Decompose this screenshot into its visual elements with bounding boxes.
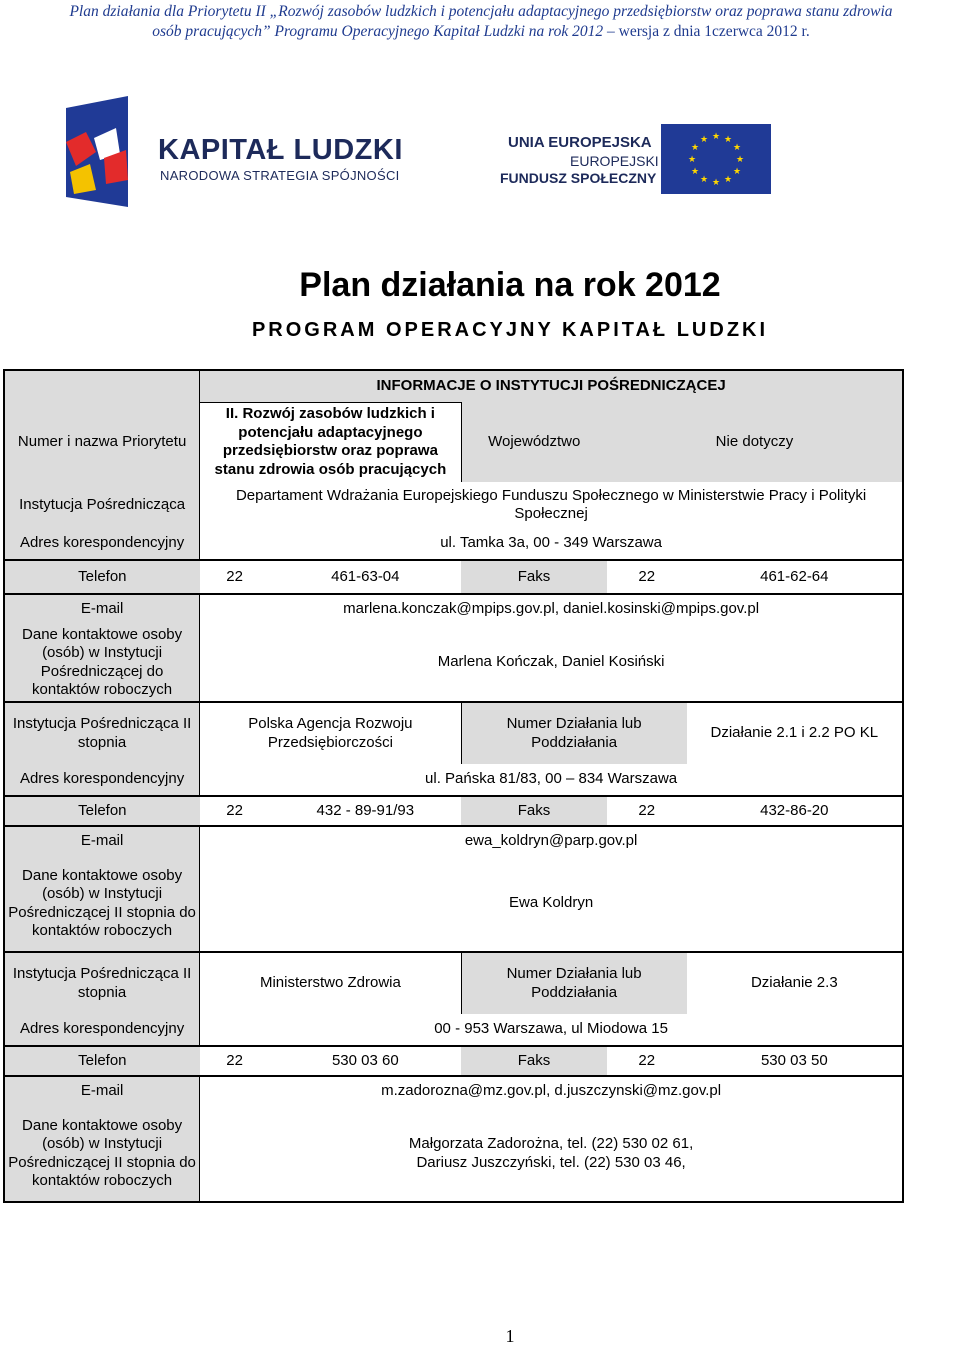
ip3-phone-label: Telefon [4, 1046, 200, 1076]
header-line-1: Plan działania dla Priorytetu II „Rozwój zasobów ludzkich i potencjału adaptacyjnego przedsiębiorstw oraz poprawa stanu zdrowia [69, 3, 893, 20]
institution-table [3, 369, 904, 1203]
ue-line-3: FUNDUSZ SPOŁECZNY [500, 170, 657, 186]
ip2-fax-code: 22 [638, 801, 656, 819]
header-version: wersja z dnia 1czerwca 2012 r. [618, 23, 810, 40]
svg-text:★: ★ [723, 175, 733, 185]
ip2-address-value: ul. Pańska 81/83, 00 – 834 Warszawa [200, 764, 903, 796]
ue-line-1: UNIA EUROPEJSKA [508, 134, 652, 151]
ip2-address-label: Adres korespondencyjny [4, 764, 200, 796]
page-title: Plan działania na rok 2012 [299, 266, 721, 304]
ip2-action-label: Numer Działania lub Poddziałania [461, 702, 687, 764]
ip3-phone-value: 530 03 60 [331, 1051, 399, 1069]
kl-title: KAPITAŁ LUDZKI [158, 134, 403, 166]
svg-text:★: ★ [711, 132, 721, 142]
ip2-institution-value: Polska Agencja Rozwoju Przedsiębiorczości [200, 702, 461, 764]
email-label: E-mail [4, 594, 200, 624]
eu-flag-icon [661, 124, 771, 194]
fax-code: 22 [638, 567, 656, 585]
ip3-email-value: m.zadorozna@mz.gov.pl, d.juszczynski@mz.gov.pl [200, 1076, 903, 1106]
svg-text:★: ★ [732, 167, 742, 177]
fax-label: Faks [461, 560, 607, 594]
kl-subtitle: NARODOWA STRATEGIA SPÓJNOŚCI [160, 168, 400, 183]
kapital-ludzki-logo-icon [60, 94, 140, 209]
ip2-phone-value: 432 - 89-91/93 [316, 801, 415, 819]
svg-text:★: ★ [732, 143, 742, 153]
institution-value: Departament Wdrażania Europejskiego Funduszu Społecznego w Ministerstwie Pracy i Polityki Społecznej [200, 482, 903, 528]
ip3-institution-value: Ministerstwo Zdrowia [200, 952, 461, 1014]
ip3-address-value: 00 - 953 Warszawa, ul Miodowa 15 [200, 1014, 903, 1046]
page-subtitle: PROGRAM OPERACYJNY KAPITAŁ LUDZKI [251, 319, 769, 341]
svg-text:★: ★ [735, 155, 745, 165]
ip2-institution-label: Instytucja Pośrednicząca II stopnia [4, 702, 200, 764]
institution-label: Instytucja Pośrednicząca [4, 482, 200, 528]
voivodeship-value: Nie dotyczy [607, 402, 903, 482]
ip2-email-label: E-mail [4, 826, 200, 856]
ip3-action-value: Działanie 2.3 [750, 974, 838, 992]
ip3-contacts-value [200, 1106, 903, 1202]
svg-text:★: ★ [690, 167, 700, 177]
ip3-address-label: Adres korespondencyjny [4, 1014, 200, 1046]
ip2-fax-label: Faks [461, 796, 607, 826]
contacts-label: Dane kontaktowe osoby (osób) w Instytucji Pośredniczącej do kontaktów roboczych [4, 624, 200, 702]
phone-value: 461-63-04 [331, 567, 400, 585]
svg-text:★: ★ [690, 143, 700, 153]
svg-text:★: ★ [711, 178, 721, 188]
ip3-action-label: Numer Działania lub Poddziałania [461, 952, 687, 1014]
ip2-action-value: Działanie 2.1 i 2.2 PO KL [710, 724, 879, 742]
ip2-phone-code: 22 [226, 801, 243, 819]
ip2-fax-value: 432-86-20 [760, 801, 829, 819]
ip3-fax-label: Faks [461, 1046, 607, 1076]
ip3-institution-label: Instytucja Pośrednicząca II stopnia [4, 952, 200, 1014]
svg-text:★: ★ [699, 175, 709, 185]
phone-label: Telefon [4, 560, 200, 594]
phone-code: 22 [226, 567, 243, 585]
ip3-contact-line-2: Dariusz Juszczyński, tel. (22) 530 03 46, [416, 1153, 686, 1171]
ip3-fax-code: 22 [638, 1051, 656, 1069]
ip3-email-label: E-mail [4, 1076, 200, 1106]
fax-value: 461-62-64 [760, 567, 829, 585]
header-line-2-italic: osób pracujących” Programu Operacyjnego Kapitał Ludzki na rok 2012 – [152, 23, 615, 40]
svg-text:★: ★ [687, 155, 697, 165]
priority-label: Numer i nazwa Priorytetu [4, 402, 200, 482]
ip2-contacts-label: Dane kontaktowe osoby (osób) w Instytucji Pośredniczącej II stopnia do kontaktów roboczych [4, 856, 200, 952]
logo-strip [0, 90, 960, 220]
ip2-email-value: ewa_koldryn@parp.gov.pl [200, 826, 903, 856]
priority-value: II. Rozwój zasobów ludzkich i potencjału adaptacyjnego przedsiębiorstw oraz poprawa stanu zdrowia osób pracujących [200, 402, 461, 482]
ip2-phone-label: Telefon [4, 796, 200, 826]
voivodeship-label: Województwo [461, 402, 607, 482]
svg-text:★: ★ [699, 135, 709, 145]
contacts-value: Marlena Kończak, Daniel Kosiński [200, 624, 903, 702]
ip3-phone-code: 22 [226, 1051, 243, 1069]
ue-line-2: EUROPEJSKI [570, 153, 659, 169]
address-value: ul. Tamka 3a, 00 - 349 Warszawa [200, 528, 903, 560]
ip3-contact-line-1: Małgorzata Zadorożna, tel. (22) 530 02 61, [408, 1135, 694, 1152]
ip2-contacts-value: Ewa Koldryn [200, 856, 903, 952]
ip3-contacts-label: Dane kontaktowe osoby (osób) w Instytucji Pośredniczącej II stopnia do kontaktów roboczych [4, 1106, 200, 1202]
document-header [6, 2, 956, 42]
page-number: 1 [505, 1326, 515, 1346]
email-value: marlena.konczak@mpips.gov.pl, daniel.kosinski@mpips.gov.pl [200, 594, 903, 624]
address-label: Adres korespondencyjny [4, 528, 200, 560]
svg-text:★: ★ [723, 135, 733, 145]
table-heading: INFORMACJE O INSTYTUCJI POŚREDNICZĄCEJ [200, 370, 903, 402]
ip3-fax-value: 530 03 50 [760, 1051, 828, 1069]
header-line-2 [6, 22, 956, 42]
